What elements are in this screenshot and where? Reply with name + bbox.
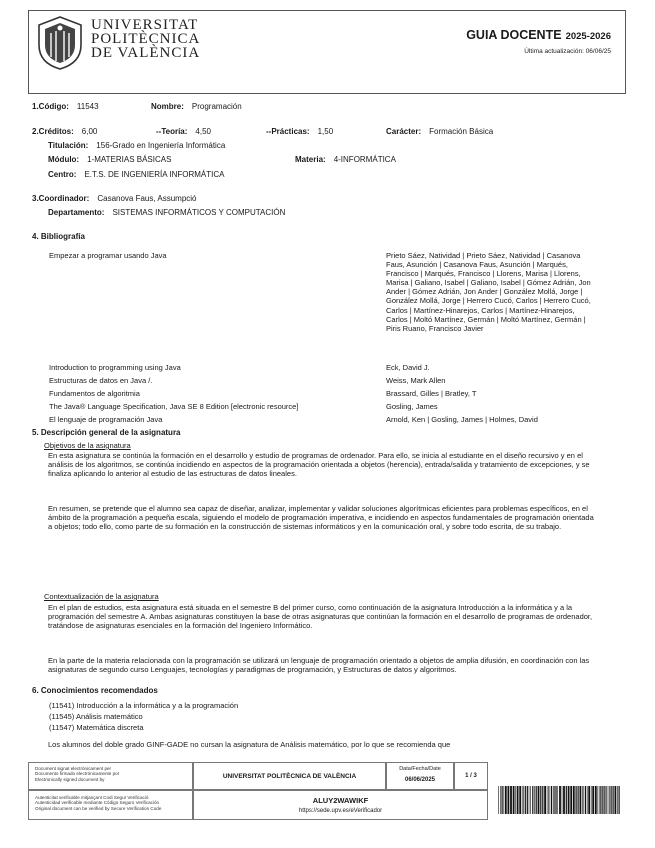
degree-value: 156-Grado en Ingeniería Informática: [96, 141, 226, 150]
recommended-item: (11545) Análisis matemático: [49, 712, 143, 721]
coordinator-value: Casanova Faus, Assumpció: [97, 194, 197, 203]
last-updated: Última actualización: 06/06/25: [524, 48, 611, 55]
verify-line: Autenticitat verificable mitjançant Codi Segur Verificació: [35, 795, 149, 800]
bib-title: El lenguaje de programación Java: [49, 415, 163, 424]
bib-authors: Eck, David J.: [386, 363, 430, 372]
bib-authors: Gosling, James: [386, 402, 438, 411]
center-value: E.T.S. DE INGENIERÍA INFORMÁTICA: [84, 170, 225, 179]
character-value: Formación Básica: [429, 127, 494, 136]
document-header: [28, 10, 626, 94]
name-value: Programación: [191, 102, 242, 111]
practice-row: [266, 127, 333, 136]
module-label: Módulo:: [48, 155, 80, 164]
bib-title: Empezar a programar usando Java: [49, 251, 167, 260]
theory-value: 4,50: [195, 127, 211, 136]
date-value: 06/06/2025: [404, 777, 436, 783]
department-value: SISTEMAS INFORMÁTICOS Y COMPUTACIÓN: [112, 208, 286, 217]
department-row: [48, 208, 285, 217]
verify-cell: [28, 790, 193, 820]
credits-row: [32, 127, 97, 136]
signature-footer: [28, 762, 626, 820]
university-name-line: POLITÈCNICA: [91, 31, 201, 47]
section-number: 2.: [32, 127, 39, 136]
center-label: Centro:: [48, 170, 77, 179]
character-label: Carácter:: [386, 127, 422, 136]
code-label: Código:: [38, 102, 69, 111]
bib-title: Introduction to programming using Java: [49, 363, 181, 372]
objectives-paragraph-1: En esta asignatura se continúa la formación en el desarrollo y estudio de programas de ordenador. Para ello, se inicia al estudiante en el diseño recursivo y en el análisis de los algoritmos, se continúa incidiendo en aspectos de la programación orientada a objetos (herencia), entrada/salida y tratamiento de excepciones, y se finaliza aplicando lo anterior al estudio de las estructuras de datos lineales.: [48, 451, 590, 478]
signed-by-cell: [28, 762, 193, 790]
bib-authors: Brassard, Gilles | Bratley, T: [386, 389, 477, 398]
subject-label: Materia:: [295, 155, 326, 164]
bib-title: The Java® Language Specification, Java SE 8 Edition [electronic resource]: [49, 402, 299, 411]
context-paragraph-2: En la parte de la materia relacionada con la programación se utilizará un lenguaje de programación orientado a objetos de amplia difusión, en coordinación con las asignaturas de segundo curso Lenguajes, tecnologías y paradigmas de programación, y Estructuras de datos y algoritmos.: [48, 656, 590, 674]
verify-line: Autenticidad verificable mediante Código Seguro Verificación: [35, 800, 160, 806]
barcode-icon: [498, 786, 622, 814]
center-row: [48, 170, 224, 179]
university-name: [91, 18, 200, 60]
section-1: [32, 102, 99, 111]
bib-title: Fundamentos de algoritmia: [49, 389, 140, 398]
practice-value: 1,50: [317, 127, 334, 136]
verify-line: Original document can be verified by Secure Verification Code: [35, 805, 162, 811]
university-name-line: UNIVERSITAT: [91, 17, 199, 33]
module-row: [48, 155, 171, 164]
bibliography-title: 4. Bibliografía: [32, 232, 85, 241]
name-label: Nombre:: [151, 102, 184, 111]
character-row: [386, 127, 493, 136]
department-label: Departamento:: [48, 208, 105, 217]
title-text: GUIA DOCENTE: [466, 28, 562, 42]
document-title: [466, 28, 611, 42]
objectives-subtitle: Objetivos de la asignatura: [44, 441, 131, 450]
coordinator-row: [32, 194, 197, 203]
context-subtitle: Contextualización de la asignatura: [44, 592, 159, 601]
university-name-line: DE VALÈNCIA: [91, 45, 201, 61]
description-title: 5. Descripción general de la asignatura: [32, 428, 181, 437]
recommended-title: 6. Conocimientos recomendados: [32, 686, 158, 695]
credits-value: 6,00: [81, 127, 98, 136]
theory-label: --Teoría:: [156, 127, 188, 136]
practice-label: --Prácticas:: [266, 127, 310, 136]
module-value: 1-MATERIAS BÁSICAS: [87, 155, 172, 164]
recommended-item: (11541) Introducción a la informática y a la programación: [49, 701, 239, 710]
bib-title: Estructuras de datos en Java /.: [49, 376, 153, 385]
section-number: 3.: [32, 194, 39, 203]
signed-line: Document signat electrònicament per: [35, 766, 112, 771]
bib-authors: Weiss, Mark Allen: [386, 376, 446, 385]
degree-label: Titulación:: [48, 141, 89, 150]
date-label: Data/Fecha/Date: [399, 766, 441, 772]
credits-label: Créditos:: [38, 127, 74, 136]
coordinator-label: Coordinador:: [38, 194, 90, 203]
degree-row: [48, 141, 225, 150]
page-number: 1 / 3: [454, 762, 488, 790]
recommended-note: Los alumnos del doble grado GINF-GADE no cursan la asignatura de Análisis matemático, por lo que se recomienda que: [48, 740, 451, 749]
context-paragraph-1: En el plan de estudios, esta asignatura está situada en el semestre B del primer curso, como continuación de la asignatura Introducción a la informática y a la programación del semestre A. Ambas asignaturas constituyen la base de otras asignaturas que continúan la formación en el desarrollo de programas de ordenador, tratándose de asignaturas esenciales en la formación del Ingeniero Informático.: [48, 603, 593, 630]
academic-year: 2025-2026: [565, 31, 611, 42]
date-cell: [386, 762, 454, 790]
recommended-item: (11547) Matemática discreta: [49, 723, 144, 732]
verification-url[interactable]: https://sede.upv.es/eVerificador: [298, 808, 383, 814]
signed-line: Documento firmado electrónicamente por: [35, 771, 120, 777]
verification-code: ALUY2WAWIKF: [312, 796, 369, 805]
theory-row: [156, 127, 211, 136]
upv-logo-icon: [35, 15, 85, 71]
signed-line: Electronically signed document by: [35, 776, 105, 782]
section-number: 1.: [32, 102, 39, 111]
signer-university: UNIVERSITAT POLITÈCNICA DE VALÈNCIA: [193, 762, 386, 790]
code-value: 11543: [76, 102, 99, 111]
verification-code-cell: [193, 790, 488, 820]
bib-authors: Arnold, Ken | Gosling, James | Holmes, David: [386, 415, 538, 424]
objectives-paragraph-2: En resumen, se pretende que el alumno sea capaz de diseñar, analizar, implementar y validar soluciones algorítmicas eficientes para problemas específicos, en el ámbito de la programación a pequeña escala, siguiendo el modelo de programación imperativa, e incidiendo en aspectos fundamentales de programación orientada a objetos; todo ello, como parte de su formación en la construcción de sistemas informáticos y en la comunicación oral, y sobre todo escrita, de su trabajo.: [48, 504, 594, 531]
bib-authors: Prieto Sáez, Natividad | Prieto Sáez, Natividad | Casanova Faus, Asunción | Casanova Faus, Asunción | Marqués, Francisco | Marqués, Francisco | Llorens, Marisa | Llorens, Marisa | Galiano, Isabel | Galiano, Isabel | Gómez Adrián, Jon Ander | Gómez Adrián, Jon Ander | González Mollá, Jorge | González Mollá, Jorge | Herrero Cucó, Carlos | Herrero Cucó, Carlos | Martínez-Hinarejos, Carlos | Martínez-Hinarejos, Carlos | Moltó Martínez, Germán | Moltó Martínez, Germán | Piris Ruano, Francisco Javier: [386, 251, 591, 333]
subject-row: [295, 155, 396, 164]
name-row: [151, 102, 242, 111]
subject-value: 4-INFORMÁTICA: [333, 155, 396, 164]
